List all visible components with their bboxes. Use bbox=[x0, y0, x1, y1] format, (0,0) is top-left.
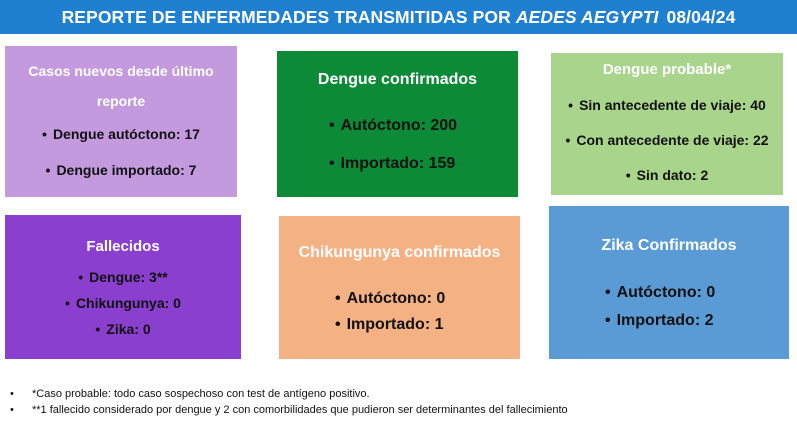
card-item: • Autóctono: 200 bbox=[329, 107, 457, 145]
card-title: Casos nuevos desde último bbox=[28, 62, 214, 79]
card-item: • Importado: 1 bbox=[335, 312, 444, 338]
card-item: • Autóctono: 0 bbox=[335, 286, 445, 312]
card-title-line2: reporte bbox=[96, 92, 146, 109]
card-title: Dengue probable* bbox=[602, 60, 732, 78]
card-item: • Dengue: 3** bbox=[78, 264, 167, 290]
card-casos-nuevos bbox=[5, 46, 237, 197]
card-item: • Con antecedente de viaje: 22 bbox=[565, 123, 768, 158]
card-title: Fallecidos bbox=[86, 238, 160, 255]
footnotes bbox=[10, 386, 790, 418]
report-date: 08/04/24 bbox=[666, 6, 736, 27]
footnote: • *Caso probable: todo caso sospechoso con test de antígeno positivo. bbox=[10, 386, 790, 402]
card-chikungunya bbox=[279, 216, 520, 359]
card-item: • Dengue importado: 7 bbox=[46, 152, 197, 188]
card-title: Chikungunya confirmados bbox=[298, 243, 501, 261]
card-item: • Autóctono: 0 bbox=[605, 279, 715, 307]
report-title-species: AEDES AEGYPTI bbox=[515, 6, 659, 27]
card-item: • Zika: 0 bbox=[95, 316, 150, 342]
card-title: Zika Confirmados bbox=[601, 236, 737, 254]
card-item: • Sin antecedente de viaje: 40 bbox=[568, 88, 766, 123]
card-item: • Importado: 159 bbox=[329, 145, 455, 183]
card-zika bbox=[549, 206, 789, 359]
card-item: • Importado: 2 bbox=[605, 307, 714, 335]
card-item: • Chikungunya: 0 bbox=[65, 290, 181, 316]
card-fallecidos bbox=[5, 215, 241, 359]
footnote: • **1 fallecido considerado por dengue y 2 con comorbilidades que pudieron ser determinantes del fallecimiento bbox=[10, 402, 790, 418]
card-title: Dengue confirmados bbox=[317, 71, 478, 88]
report-title-bar bbox=[0, 0, 797, 34]
card-item: • Sin dato: 2 bbox=[626, 158, 708, 193]
card-dengue-probable bbox=[551, 53, 783, 195]
card-item: • Dengue autóctono: 17 bbox=[42, 116, 200, 152]
card-dengue-confirmados bbox=[277, 51, 518, 197]
report-title: REPORTE DE ENFERMEDADES TRANSMITIDAS POR bbox=[61, 6, 511, 27]
